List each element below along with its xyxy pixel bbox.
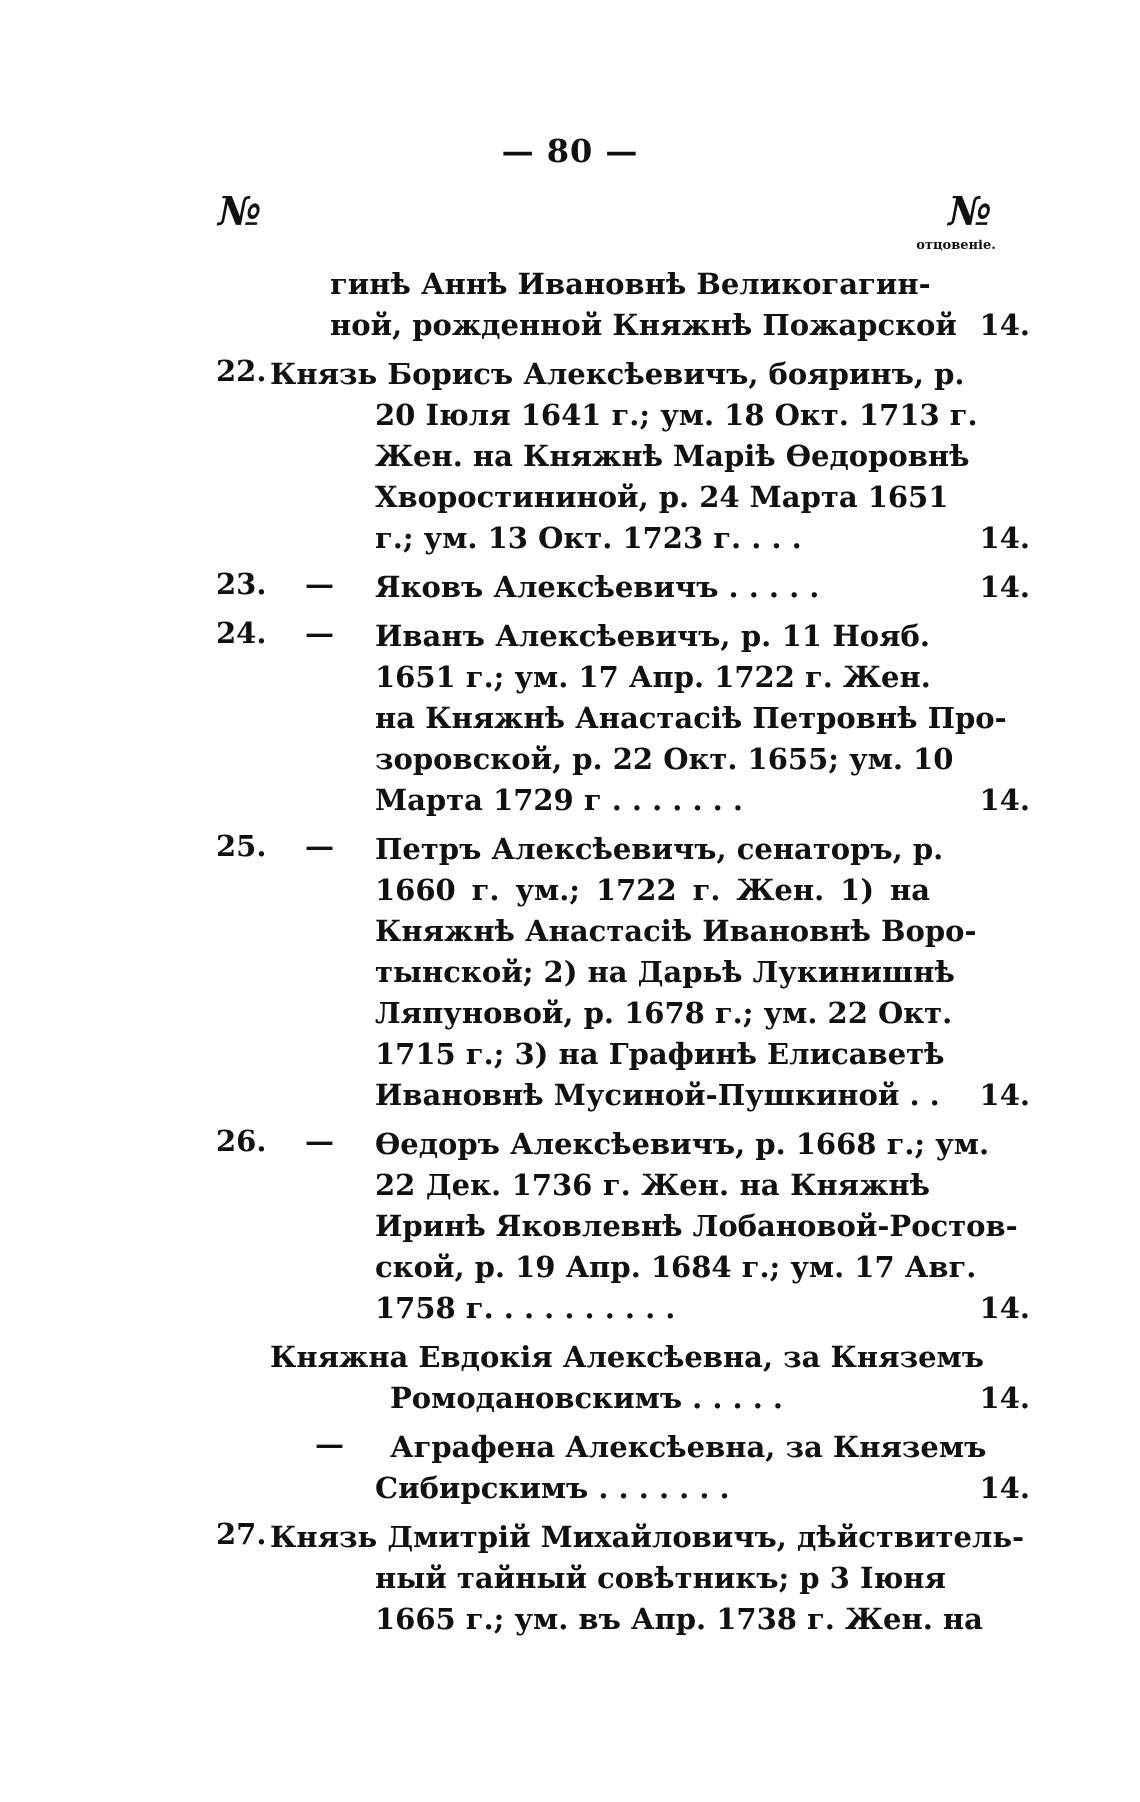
column-header-reference: № bbox=[948, 188, 992, 235]
entry-reference: 14. bbox=[979, 570, 1030, 604]
entry-line: Ляпуновой, р. 1678 г.; ум. 22 Окт. bbox=[375, 996, 953, 1030]
entry-line: 1651 г.; ум. 17 Апр. 1722 г. Жен. bbox=[375, 660, 931, 694]
genealogy-entry bbox=[210, 829, 1030, 1116]
entry-number: 23. bbox=[216, 567, 267, 601]
genealogy-entry bbox=[210, 1124, 1030, 1329]
entry-line: Ивановнѣ Мусиной-Пушкиной . . bbox=[375, 1078, 940, 1112]
princess-entry bbox=[210, 1427, 1030, 1509]
entry-line: ной, рожденной Княжнѣ Пожарской bbox=[330, 308, 957, 342]
entry-line: ный тайный совѣтникъ; р 3 Іюня bbox=[375, 1561, 946, 1595]
entry-line: на Княжнѣ Анастасiѣ Петровнѣ Про- bbox=[375, 701, 1007, 735]
entry-number: 26. bbox=[216, 1124, 267, 1158]
entry-line: Петръ Алексѣевичъ, сенаторъ, р. bbox=[375, 832, 944, 866]
entry-reference: 14. bbox=[979, 1471, 1030, 1505]
entry-line: Ѳедоръ Алексѣевичъ, р. 1668 г.; ум. bbox=[375, 1127, 990, 1161]
entry-line: 1660 г. ум.; 1722 г. Жен. 1) на bbox=[375, 873, 930, 907]
entry-line: Иринѣ Яковлевнѣ Лобановой-Ростов- bbox=[375, 1209, 1018, 1243]
entry-reference: 14. bbox=[979, 1078, 1030, 1112]
genealogy-entry bbox=[210, 1517, 1030, 1640]
entry-line: 20 Іюля 1641 г.; ум. 18 Окт. 1713 г. bbox=[375, 398, 978, 432]
entry-reference: 14. bbox=[979, 308, 1030, 342]
entry-line: ской, р. 19 Апр. 1684 г.; ум. 17 Авг. bbox=[375, 1250, 977, 1284]
entry-line: 1758 г. . . . . . . . . . bbox=[375, 1291, 676, 1325]
entry-line: Ромодановскимъ . . . . . bbox=[390, 1381, 784, 1415]
entry-dash: — bbox=[305, 616, 334, 650]
entry-dash: — bbox=[305, 567, 334, 601]
entry-dash: — bbox=[315, 1427, 344, 1461]
entry-reference: 14. bbox=[979, 1291, 1030, 1325]
entry-reference: 14. bbox=[979, 521, 1030, 555]
genealogy-entry bbox=[210, 354, 1030, 559]
entry-line: 1665 г.; ум. въ Апр. 1738 г. Жен. на bbox=[375, 1602, 983, 1636]
entry-number: 25. bbox=[216, 829, 267, 863]
entry-line: Хворостининой, р. 24 Марта 1651 bbox=[375, 480, 949, 514]
entry-dash: — bbox=[305, 829, 334, 863]
column-header-number: № bbox=[218, 188, 262, 235]
entry-number: 27. bbox=[216, 1517, 267, 1551]
entry-line: 1715 г.; 3) на Графинѣ Елисаветѣ bbox=[375, 1037, 945, 1071]
entry-line: 22 Дек. 1736 г. Жен. на Княжнѣ bbox=[375, 1168, 930, 1202]
page-number: — 80 — bbox=[501, 132, 639, 170]
entry-reference: 14. bbox=[979, 1381, 1030, 1415]
princess-entry bbox=[210, 1337, 1030, 1419]
entry-line: г.; ум. 13 Окт. 1723 г. . . . bbox=[375, 521, 802, 555]
genealogy-entry bbox=[210, 567, 1030, 608]
entry-line: Князь Борисъ Алексѣевичъ, бояринъ, р. bbox=[270, 357, 965, 391]
entry-line: Жен. на Княжнѣ Марiѣ Ѳедоровнѣ bbox=[375, 439, 970, 473]
genealogy-entries bbox=[210, 264, 1030, 1648]
entry-line: Иванъ Алексѣевичъ, р. 11 Нояб. bbox=[375, 619, 930, 653]
entry-line: Княжна Евдокія Алексѣевна, за Княземъ bbox=[270, 1340, 984, 1374]
entry-line: Аграфена Алексѣевна, за Княземъ bbox=[390, 1430, 987, 1464]
entry-number: 24. bbox=[216, 616, 267, 650]
entry-line: Яковъ Алексѣевичъ . . . . . bbox=[375, 570, 820, 604]
column-header-reference-caption: отцовеніе. bbox=[916, 238, 996, 253]
entry-line: гинѣ Аннѣ Ивановнѣ Великогагин- bbox=[330, 267, 931, 301]
genealogy-entry bbox=[210, 616, 1030, 821]
entry-dash: — bbox=[305, 1124, 334, 1158]
entry-line: зоровской, р. 22 Окт. 1655; ум. 10 bbox=[375, 742, 954, 776]
entry-line: Марта 1729 г . . . . . . . bbox=[375, 783, 743, 817]
entry-line: Княжнѣ Анастасiѣ Ивановнѣ Воро- bbox=[375, 914, 977, 948]
genealogy-entry bbox=[210, 264, 1030, 346]
entry-number: 22. bbox=[216, 354, 267, 388]
entry-line: тынской; 2) на Дарьѣ Лукинишнѣ bbox=[375, 955, 955, 989]
entry-line: Князь Дмитрій Михайловичъ, дѣйствитель- bbox=[270, 1520, 1025, 1554]
entry-line: Сибирскимъ . . . . . . . bbox=[375, 1471, 730, 1505]
entry-reference: 14. bbox=[979, 783, 1030, 817]
